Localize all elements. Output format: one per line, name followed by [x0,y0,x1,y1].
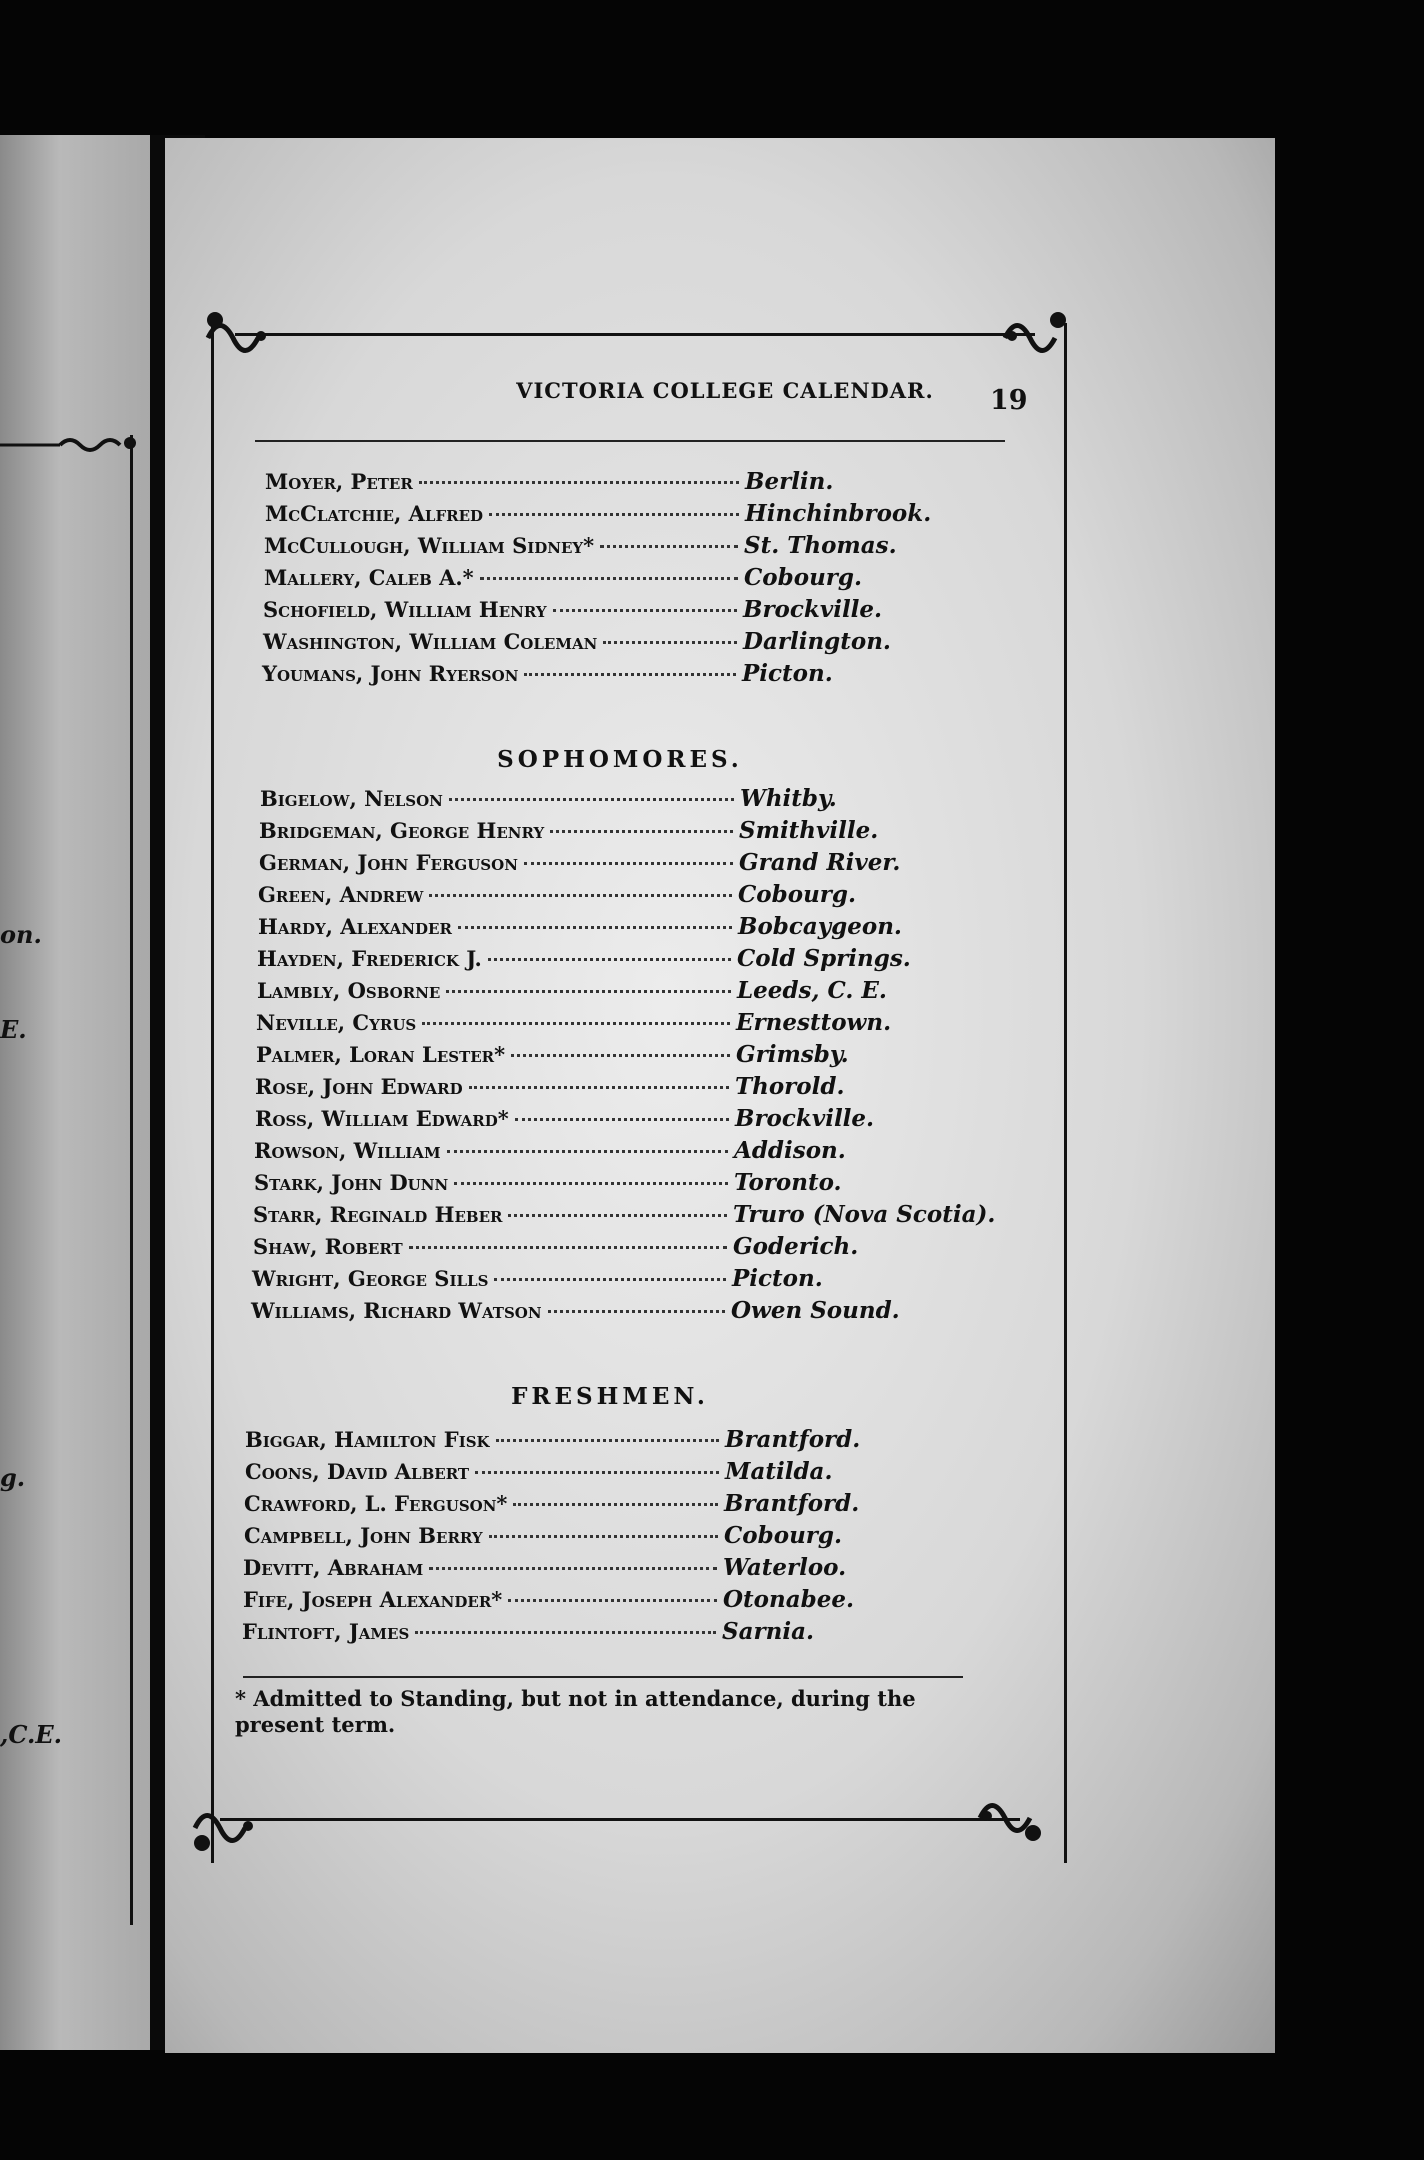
student-name: Devitt, Abraham [243,1555,424,1580]
corner-ornament-icon [1000,308,1070,368]
list-item [260,785,965,817]
corner-ornament-icon [203,308,273,368]
page-number: 19 [990,385,1028,416]
left-page-edge [0,135,150,2050]
student-place: Matilda. [725,1458,833,1485]
list-item [255,1073,960,1105]
list-item [244,1522,949,1554]
student-place: Goderich. [733,1233,859,1260]
list-item [258,913,963,945]
student-place: Berlin. [745,468,834,495]
student-place: St. Thomas. [744,532,897,559]
list-item [245,1458,950,1490]
student-name: Schofield, William Henry [263,597,547,622]
left-ornament-icon [0,433,150,453]
list-item [265,500,970,532]
list-item [259,817,964,849]
list-item [242,1618,947,1650]
left-fragment-3: g. [0,1463,26,1492]
student-place: Whitby. [740,785,837,812]
student-place: Waterloo. [723,1554,847,1581]
list-item [265,468,970,500]
student-place: Owen Sound. [731,1297,900,1324]
student-name: Neville, Cyrus [256,1010,417,1035]
section-heading-freshmen: FRESHMEN. [511,1383,709,1410]
student-name: Biggar, Hamilton Fisk [245,1427,490,1452]
list-item [262,660,967,692]
student-place: Picton. [732,1265,823,1292]
student-name: Stark, John Dunn [254,1170,449,1195]
list-item [253,1201,996,1233]
student-place: Cobourg. [738,881,856,908]
student-name: Wright, George Sills [252,1266,489,1291]
list-item [254,1137,959,1169]
student-name: Hardy, Alexander [258,914,452,939]
list-item [254,1169,959,1201]
list-item [243,1554,948,1586]
corner-ornament-icon [975,1788,1045,1848]
student-name: Williams, Richard Watson [251,1298,542,1323]
list-item [257,945,962,977]
student-name: Flintoft, James [242,1619,410,1644]
student-name: Shaw, Robert [253,1234,403,1259]
list-item [255,1105,960,1137]
list-item [264,564,969,596]
student-place: Ernesttown. [736,1009,892,1036]
list-item [245,1426,950,1458]
student-place: Brantford. [724,1490,860,1517]
student-name: Crawford, L. Ferguson* [244,1491,508,1516]
student-name: Moyer, Peter [265,469,413,494]
left-fragment-2: E. [0,1015,27,1044]
student-place: Smithville. [739,817,879,844]
student-place: Brockville. [743,596,883,623]
student-place: Darlington. [743,628,891,655]
student-name: Youmans, John Ryerson [262,661,519,686]
left-page-border [130,435,133,1925]
student-place: Brockville. [735,1105,875,1132]
list-item [263,596,968,628]
student-place: Grand River. [739,849,901,876]
student-place: Bobcaygeon. [738,913,902,940]
student-name: Green, Andrew [258,882,424,907]
student-place: Leeds, C. E. [737,977,887,1004]
list-item [257,977,962,1009]
student-place: Toronto. [734,1169,842,1196]
student-place: Cobourg. [744,564,862,591]
corner-ornament-icon [190,1798,260,1858]
footnote: * Admitted to Standing, but not in attendance, during the present term. [235,1686,916,1738]
student-name: Bridgeman, George Henry [259,818,545,843]
student-place: Addison. [734,1137,846,1164]
student-name: Mallery, Caleb A.* [264,565,474,590]
student-name: German, John Ferguson [259,850,518,875]
header-rule [255,440,1005,442]
list-item [259,849,964,881]
student-place: Brantford. [725,1426,861,1453]
student-place: Grimsby. [736,1041,849,1068]
list-item [256,1009,961,1041]
student-place: Cobourg. [724,1522,842,1549]
left-fragment-4: ,C.E. [0,1720,63,1749]
student-name: Coons, David Albert [245,1459,470,1484]
student-place: Cold Springs. [737,945,911,972]
list-item [253,1233,958,1265]
page-title: VICTORIA COLLEGE CALENDAR. [516,378,934,403]
list-item [264,532,969,564]
student-name: Fife, Joseph Alexander* [243,1587,503,1612]
list-item [258,881,963,913]
footnote-rule [243,1676,963,1678]
list-item [243,1586,948,1618]
student-place: Otonabee. [723,1586,854,1613]
student-name: McCullough, William Sidney* [264,533,595,558]
list-item [244,1490,949,1522]
student-name: Washington, William Coleman [263,629,598,654]
student-name: Ross, William Edward* [255,1106,509,1131]
student-place: Sarnia. [722,1618,814,1645]
student-place: Thorold. [735,1073,845,1100]
student-name: Hayden, Frederick J. [257,946,482,971]
student-name: Campbell, John Berry [244,1523,483,1548]
student-place: Truro (Nova Scotia). [733,1201,996,1228]
student-name: Palmer, Loran Lester* [256,1042,506,1067]
list-item [252,1265,957,1297]
calendar-page [165,138,1275,2053]
student-name: Rose, John Edward [255,1074,463,1099]
student-name: Bigelow, Nelson [260,786,443,811]
student-place: Hinchinbrook. [745,500,932,527]
list-item [263,628,968,660]
student-name: Starr, Reginald Heber [253,1202,503,1227]
student-name: McClatchie, Alfred [265,501,484,526]
student-name: Rowson, William [254,1138,441,1163]
section-heading-sophomores: SOPHOMORES. [497,746,743,773]
student-place: Picton. [742,660,833,687]
list-item [251,1297,956,1329]
student-name: Lambly, Osborne [257,978,441,1003]
list-item [256,1041,961,1073]
left-fragment-1: on. [0,920,42,949]
